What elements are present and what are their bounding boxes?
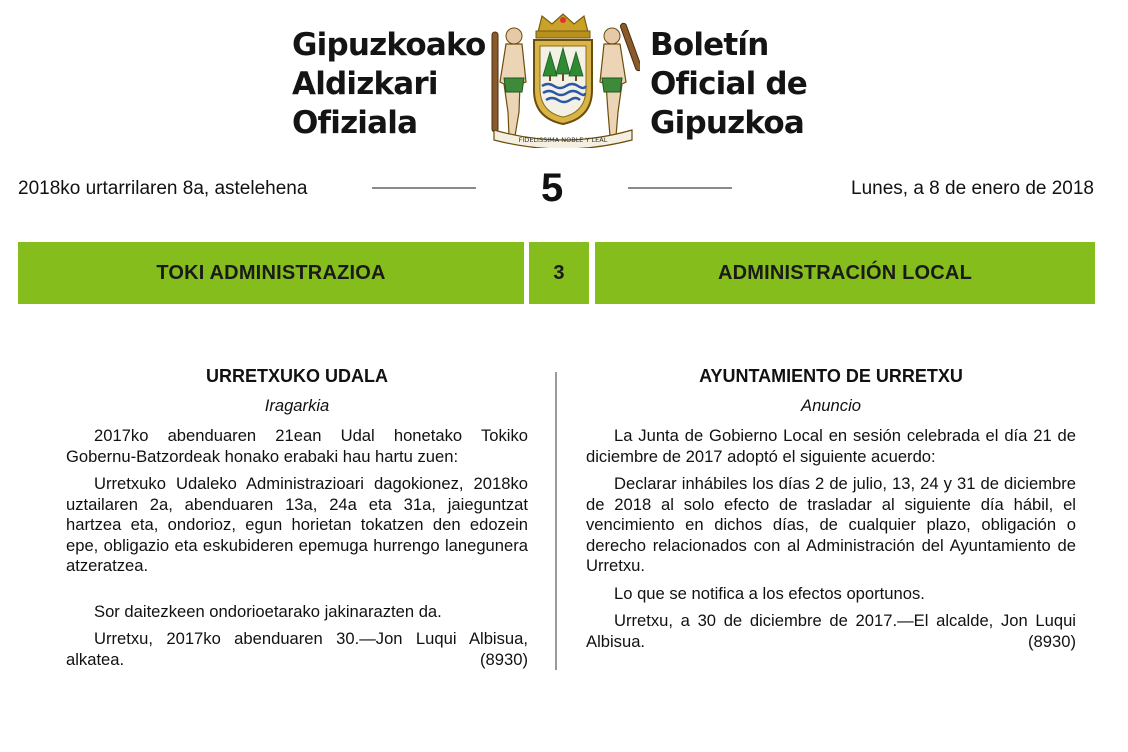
announcement-type: Anuncio xyxy=(801,395,861,415)
signature xyxy=(66,629,528,670)
signature-text: Urretxu, a 30 de diciembre de 2017.—El alcalde, Jon Luqui Albisua. xyxy=(586,611,1076,651)
masthead-title-line: Gipuzkoa xyxy=(650,105,804,141)
crest-motto: FIDELISSIMA NOBLE Y LEAL xyxy=(518,136,608,144)
paragraph: La Junta de Gobierno Local en sesión celebrada el día 21 de diciembre de 2017 adoptó el siguiente acuerdo: xyxy=(586,426,1076,466)
issue-number: 5 xyxy=(541,166,564,210)
divider-line xyxy=(372,187,476,189)
date-bar xyxy=(0,166,1128,210)
paragraph: Sor daitezkeen ondorioetarako jakinarazten da. xyxy=(94,601,442,621)
masthead-title-line: Aldizkari xyxy=(292,66,438,102)
masthead-title-line: Gipuzkoako xyxy=(292,27,486,63)
coat-of-arms-icon xyxy=(486,12,640,148)
entity-heading: URRETXUKO UDALA xyxy=(206,366,388,386)
masthead-title-line: Boletín xyxy=(650,27,769,63)
masthead-title-line: Oficial de xyxy=(650,66,808,102)
reference-number: (8930) xyxy=(480,649,528,669)
date-basque: 2018ko urtarrilaren 8a, astelehena xyxy=(18,178,308,199)
date-spanish: Lunes, a 8 de enero de 2018 xyxy=(851,178,1094,199)
column-divider xyxy=(555,372,557,670)
section-number: 3 xyxy=(529,242,589,304)
signature-text: Urretxu, 2017ko abenduaren 30.—Jon Luqui Albisua, alkatea. xyxy=(66,629,528,669)
paragraph: 2017ko abenduaren 21ean Udal honetako Tokiko Gobernu-Batzordeak honako erabaki hau hartu zuen: xyxy=(66,426,528,466)
paragraph: Urretxuko Udaleko Administrazioari dagokionez, 2018ko uztailaren 2a, abenduaren 13a, 24a eta 31a, jaieguntzat hartzea eta, ondorioz, egun horietan tokatzen den edozein epe, obligazio eta eskubideren epemuga hurrengo lanegunera atzeratzea. xyxy=(66,474,528,575)
reference-number: (8930) xyxy=(1028,631,1076,651)
section-label-basque: TOKI ADMINISTRAZIOA xyxy=(18,242,524,304)
section-label-spanish: ADMINISTRACIÓN LOCAL xyxy=(595,242,1095,304)
masthead-title-line: Ofiziala xyxy=(292,105,418,141)
masthead-title-spanish xyxy=(650,26,807,143)
announcement-spanish xyxy=(586,366,1076,652)
entity-heading: AYUNTAMIENTO DE URRETXU xyxy=(699,366,963,386)
paragraph: Declarar inhábiles los días 2 de julio, 13, 24 y 31 de diciembre de 2018 al solo efecto de trasladar al siguiente día hábil, el vencimiento en dichos días, de cualquier plazo, obligación o derecho relacionados con al Administración del Ayuntamiento de Urretxu. xyxy=(586,474,1076,575)
divider-line xyxy=(628,187,732,189)
signature xyxy=(586,611,1076,652)
masthead-title-basque xyxy=(292,26,485,143)
announcement-type: Iragarkia xyxy=(264,395,330,415)
paragraph: Lo que se notifica a los efectos oportunos. xyxy=(614,583,925,603)
announcement-basque xyxy=(66,366,528,670)
